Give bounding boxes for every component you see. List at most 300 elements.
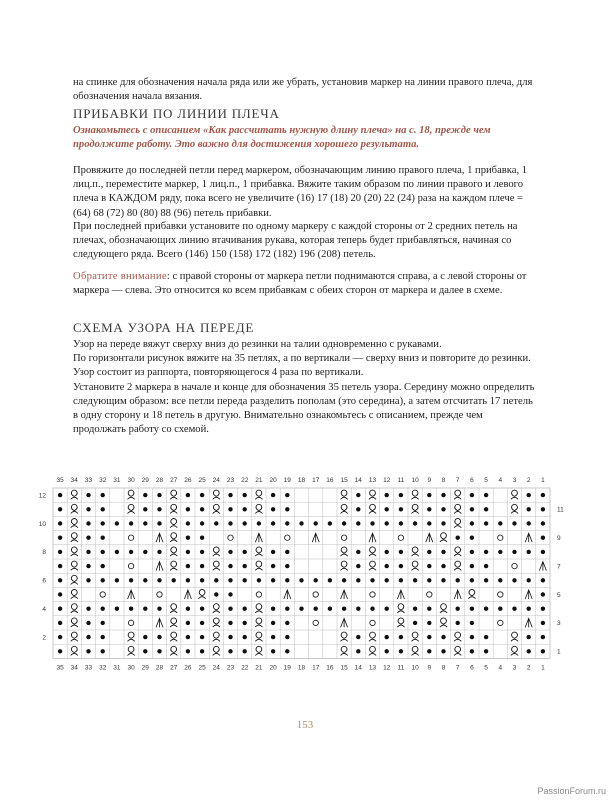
purl-stitch-symbol xyxy=(512,578,516,582)
purl-stitch-symbol xyxy=(129,578,133,582)
purl-stitch-symbol xyxy=(243,635,247,639)
purl-stitch-symbol xyxy=(157,507,161,511)
column-label-top: 19 xyxy=(283,477,291,484)
purl-stitch-symbol xyxy=(413,521,417,525)
purl-stitch-symbol xyxy=(385,578,389,582)
purl-stitch-symbol xyxy=(285,607,289,611)
purl-stitch-symbol xyxy=(399,635,403,639)
purl-stitch-symbol xyxy=(186,493,190,497)
column-label-bottom: 3 xyxy=(512,664,517,672)
purl-stitch-symbol xyxy=(285,621,289,625)
column-label-bottom: 11 xyxy=(397,664,405,672)
purl-stitch-symbol xyxy=(285,550,289,554)
column-label-top: 25 xyxy=(198,477,206,484)
column-label-bottom: 21 xyxy=(255,664,263,672)
purl-stitch-symbol xyxy=(285,649,289,653)
purl-stitch-symbol xyxy=(86,521,90,525)
purl-stitch-symbol xyxy=(243,607,247,611)
purl-stitch-symbol xyxy=(186,649,190,653)
column-label-top: 34 xyxy=(70,477,78,484)
purl-stitch-symbol xyxy=(285,493,289,497)
purl-stitch-symbol xyxy=(143,635,147,639)
purl-stitch-symbol xyxy=(356,564,360,568)
purl-stitch-symbol xyxy=(228,578,232,582)
column-label-top: 33 xyxy=(84,477,93,484)
purl-stitch-symbol xyxy=(101,621,105,625)
purl-stitch-symbol xyxy=(200,550,204,554)
purl-stitch-symbol xyxy=(370,607,374,611)
purl-stitch-symbol xyxy=(413,578,417,582)
purl-stitch-symbol xyxy=(385,493,389,497)
purl-stitch-symbol xyxy=(299,521,303,525)
purl-stitch-symbol xyxy=(484,578,488,582)
purl-stitch-symbol xyxy=(271,649,275,653)
purl-stitch-symbol xyxy=(441,493,445,497)
purl-stitch-symbol xyxy=(299,578,303,582)
column-label-bottom: 24 xyxy=(212,664,220,672)
purl-stitch-symbol xyxy=(101,536,105,540)
column-label-bottom: 17 xyxy=(312,664,320,672)
purl-stitch-symbol xyxy=(342,521,346,525)
row-label-left: 8 xyxy=(42,549,46,557)
purl-stitch-symbol xyxy=(470,635,474,639)
column-label-top: 29 xyxy=(141,477,149,484)
purl-stitch-symbol xyxy=(257,578,261,582)
purl-stitch-symbol xyxy=(186,536,190,540)
column-label-top: 1 xyxy=(541,477,545,484)
column-label-top: 18 xyxy=(297,477,306,484)
purl-stitch-symbol xyxy=(484,564,488,568)
purl-stitch-symbol xyxy=(427,564,431,568)
purl-stitch-symbol xyxy=(470,550,474,554)
purl-stitch-symbol xyxy=(228,621,232,625)
column-label-bottom: 15 xyxy=(340,664,348,672)
purl-stitch-symbol xyxy=(214,521,218,525)
purl-stitch-symbol xyxy=(441,578,445,582)
knitting-chart-svg xyxy=(30,466,578,684)
column-label-bottom: 9 xyxy=(427,664,432,672)
column-label-top: 13 xyxy=(368,477,377,484)
purl-stitch-symbol xyxy=(214,578,218,582)
purl-stitch-symbol xyxy=(285,507,289,511)
column-label-top: 15 xyxy=(340,477,348,484)
column-label-bottom: 35 xyxy=(56,664,64,672)
purl-stitch-symbol xyxy=(200,649,204,653)
column-label-top: 26 xyxy=(184,477,192,484)
column-label-bottom: 10 xyxy=(411,664,419,672)
purl-stitch-symbol xyxy=(385,649,389,653)
purl-stitch-symbol xyxy=(115,607,119,611)
purl-stitch-symbol xyxy=(498,550,502,554)
column-label-bottom: 1 xyxy=(541,664,545,672)
purl-stitch-symbol xyxy=(356,607,360,611)
purl-stitch-symbol xyxy=(129,550,133,554)
purl-stitch-symbol xyxy=(115,578,119,582)
purl-stitch-symbol xyxy=(356,578,360,582)
purl-stitch-symbol xyxy=(356,521,360,525)
purl-stitch-symbol xyxy=(143,550,147,554)
purl-stitch-symbol xyxy=(541,635,545,639)
purl-stitch-symbol xyxy=(101,521,105,525)
shoulder-note: Ознакомьтесь с описанием «Как рассчитать нужную длину плеча» на с. 18, прежде чем продолжите работу. Это важно для достижения хорошего результата. xyxy=(73,125,491,151)
column-label-top: 16 xyxy=(326,477,334,484)
purl-stitch-symbol xyxy=(200,635,204,639)
purl-stitch-symbol xyxy=(484,550,488,554)
column-label-bottom: 29 xyxy=(141,664,149,672)
column-label-top: 23 xyxy=(226,477,235,484)
purl-stitch-symbol xyxy=(484,635,488,639)
purl-stitch-symbol xyxy=(470,521,474,525)
column-label-top: 9 xyxy=(427,477,432,484)
purl-stitch-symbol xyxy=(527,607,531,611)
purl-stitch-symbol xyxy=(243,564,247,568)
purl-stitch-symbol xyxy=(58,507,62,511)
purl-stitch-symbol xyxy=(186,507,190,511)
purl-stitch-symbol xyxy=(541,536,545,540)
purl-stitch-symbol xyxy=(527,493,531,497)
purl-stitch-symbol xyxy=(427,521,431,525)
purl-stitch-symbol xyxy=(484,521,488,525)
purl-stitch-symbol xyxy=(200,521,204,525)
purl-stitch-symbol xyxy=(370,521,374,525)
purl-stitch-symbol xyxy=(200,578,204,582)
row-label-right: 1 xyxy=(557,648,561,656)
pattern-line-3: Узор состоит из раппорта, повторяющегося 4 раза по вертикали. xyxy=(73,367,364,379)
purl-stitch-symbol xyxy=(115,550,119,554)
column-label-top: 6 xyxy=(470,477,474,484)
attention-text: : с правой стороны от маркера петли поднимаются справа, а с левой стороны от маркера — слева. Это относится ко всем прибавкам с обеих сторон от маркера и далее в схеме. xyxy=(73,271,527,297)
shoulder-heading: ПРИБАВКИ ПО ЛИНИИ ПЛЕЧА xyxy=(73,106,280,121)
purl-stitch-symbol xyxy=(285,635,289,639)
column-label-top: 35 xyxy=(56,477,64,484)
purl-stitch-symbol xyxy=(399,493,403,497)
purl-stitch-symbol xyxy=(228,564,232,568)
purl-stitch-symbol xyxy=(86,493,90,497)
purl-stitch-symbol xyxy=(200,621,204,625)
purl-stitch-symbol xyxy=(86,507,90,511)
purl-stitch-symbol xyxy=(470,607,474,611)
purl-stitch-symbol xyxy=(143,493,147,497)
purl-stitch-symbol xyxy=(271,621,275,625)
purl-stitch-symbol xyxy=(456,536,460,540)
purl-stitch-symbol xyxy=(427,578,431,582)
purl-stitch-symbol xyxy=(186,550,190,554)
purl-stitch-symbol xyxy=(285,564,289,568)
column-label-top: 8 xyxy=(441,477,446,484)
purl-stitch-symbol xyxy=(441,521,445,525)
purl-stitch-symbol xyxy=(541,649,545,653)
column-label-bottom: 22 xyxy=(241,664,249,672)
column-label-bottom: 32 xyxy=(99,664,107,672)
purl-stitch-symbol xyxy=(271,564,275,568)
purl-stitch-symbol xyxy=(143,578,147,582)
purl-stitch-symbol xyxy=(143,521,147,525)
purl-stitch-symbol xyxy=(86,607,90,611)
purl-stitch-symbol xyxy=(143,649,147,653)
purl-stitch-symbol xyxy=(228,592,232,596)
purl-stitch-symbol xyxy=(129,521,133,525)
purl-stitch-symbol xyxy=(385,635,389,639)
column-label-top: 24 xyxy=(212,477,220,484)
column-label-bottom: 4 xyxy=(498,664,503,672)
purl-stitch-symbol xyxy=(228,521,232,525)
purl-stitch-symbol xyxy=(101,507,105,511)
purl-stitch-symbol xyxy=(186,607,190,611)
purl-stitch-symbol xyxy=(58,550,62,554)
pattern-heading: СХЕМА УЗОРА НА ПЕРЕДЕ xyxy=(73,320,255,335)
column-label-bottom: 30 xyxy=(127,664,135,672)
column-label-top: 12 xyxy=(383,477,391,484)
purl-stitch-symbol xyxy=(385,564,389,568)
purl-stitch-symbol xyxy=(441,507,445,511)
purl-stitch-symbol xyxy=(271,550,275,554)
purl-stitch-symbol xyxy=(470,536,474,540)
purl-stitch-symbol xyxy=(58,493,62,497)
purl-stitch-symbol xyxy=(427,621,431,625)
purl-stitch-symbol xyxy=(441,564,445,568)
attention-label: Обратите внимание xyxy=(73,271,167,282)
purl-stitch-symbol xyxy=(427,493,431,497)
column-label-bottom: 8 xyxy=(441,664,446,672)
purl-stitch-symbol xyxy=(299,607,303,611)
purl-stitch-symbol xyxy=(541,521,545,525)
row-label-left: 6 xyxy=(42,577,46,585)
purl-stitch-symbol xyxy=(58,649,62,653)
purl-stitch-symbol xyxy=(86,635,90,639)
purl-stitch-symbol xyxy=(385,521,389,525)
column-label-bottom: 18 xyxy=(297,664,306,672)
intro-paragraph: на спинке для обозначения начала ряда или же убрать, установив маркер на линии правого плеча, для обозначения начала вязания. xyxy=(73,77,533,103)
purl-stitch-symbol xyxy=(541,507,545,511)
purl-stitch-symbol xyxy=(399,550,403,554)
purl-stitch-symbol xyxy=(186,578,190,582)
purl-stitch-symbol xyxy=(271,607,275,611)
purl-stitch-symbol xyxy=(243,493,247,497)
column-label-bottom: 31 xyxy=(113,664,121,672)
watermark: PassionForum.ru xyxy=(537,786,606,796)
column-label-bottom: 20 xyxy=(269,664,277,672)
purl-stitch-symbol xyxy=(186,521,190,525)
purl-stitch-symbol xyxy=(271,507,275,511)
column-label-bottom: 25 xyxy=(198,664,206,672)
row-label-left: 2 xyxy=(42,634,46,642)
purl-stitch-symbol xyxy=(271,635,275,639)
purl-stitch-symbol xyxy=(541,550,545,554)
purl-stitch-symbol xyxy=(228,493,232,497)
purl-stitch-symbol xyxy=(129,607,133,611)
purl-stitch-symbol xyxy=(101,649,105,653)
purl-stitch-symbol xyxy=(456,578,460,582)
purl-stitch-symbol xyxy=(58,635,62,639)
column-label-bottom: 6 xyxy=(470,664,474,672)
column-label-top: 22 xyxy=(241,477,249,484)
page-number: 153 xyxy=(296,719,314,731)
purl-stitch-symbol xyxy=(541,578,545,582)
purl-stitch-symbol xyxy=(314,578,318,582)
row-label-right: 7 xyxy=(557,563,561,571)
shoulder-paragraph-1: Провяжите до последней петли перед маркером, обозначающим линию правого плеча, 1 прибавка, 1 лиц.п., переместите маркер, 1 лиц.п., 1 прибавка. Вяжите таким образом по линии правого и левого плеча в КАЖДОМ ряду, пока всего не увеличите (16) 17 (18) 20 (20) 22 (24) раза на каждом плече = (64) 68 (72) 80 (80) 88 (96) петель прибавки. xyxy=(73,165,528,219)
pattern-line-2: По горизонтали рисунок вяжите на 35 петлях, а по вертикали — сверху вниз и повторите до резинки. xyxy=(73,353,531,365)
purl-stitch-symbol xyxy=(271,578,275,582)
purl-stitch-symbol xyxy=(399,649,403,653)
column-label-bottom: 7 xyxy=(455,664,460,672)
purl-stitch-symbol xyxy=(257,521,261,525)
column-label-bottom: 27 xyxy=(170,664,178,672)
purl-stitch-symbol xyxy=(328,521,332,525)
purl-stitch-symbol xyxy=(200,564,204,568)
purl-stitch-symbol xyxy=(399,578,403,582)
column-label-bottom: 16 xyxy=(326,664,334,672)
purl-stitch-symbol xyxy=(427,635,431,639)
purl-stitch-symbol xyxy=(101,635,105,639)
pattern-line-4: Установите 2 маркера в начале и конце для обозначения 35 петель узора. Середину можно определить следующим образом: все петли переда разделить пополам (это середина), а затем отсчитать 17 петель в одну сторону и 18 петель в другую. Внимательно ознакомьтесь с описанием, прежде чем продолжать работу со схемой. xyxy=(73,381,535,436)
purl-stitch-symbol xyxy=(143,507,147,511)
column-label-bottom: 34 xyxy=(70,664,78,672)
column-label-bottom: 23 xyxy=(226,664,235,672)
purl-stitch-symbol xyxy=(86,649,90,653)
purl-stitch-symbol xyxy=(228,507,232,511)
purl-stitch-symbol xyxy=(413,607,417,611)
purl-stitch-symbol xyxy=(356,635,360,639)
purl-stitch-symbol xyxy=(470,507,474,511)
purl-stitch-symbol xyxy=(441,550,445,554)
purl-stitch-symbol xyxy=(356,507,360,511)
purl-stitch-symbol xyxy=(356,493,360,497)
purl-stitch-symbol xyxy=(484,507,488,511)
purl-stitch-symbol xyxy=(200,507,204,511)
purl-stitch-symbol xyxy=(385,550,389,554)
purl-stitch-symbol xyxy=(541,493,545,497)
row-label-left: 10 xyxy=(38,520,46,528)
purl-stitch-symbol xyxy=(441,649,445,653)
purl-stitch-symbol xyxy=(527,649,531,653)
column-label-bottom: 2 xyxy=(526,664,531,672)
column-label-top: 4 xyxy=(498,477,503,484)
row-label-left: 12 xyxy=(38,492,46,500)
purl-stitch-symbol xyxy=(157,550,161,554)
purl-stitch-symbol xyxy=(470,649,474,653)
purl-stitch-symbol xyxy=(58,621,62,625)
purl-stitch-symbol xyxy=(399,507,403,511)
purl-stitch-symbol xyxy=(228,607,232,611)
column-label-bottom: 28 xyxy=(155,664,164,672)
column-label-top: 14 xyxy=(354,477,362,484)
column-label-bottom: 14 xyxy=(354,664,362,672)
column-label-top: 3 xyxy=(512,477,517,484)
purl-stitch-symbol xyxy=(214,592,218,596)
pattern-description xyxy=(73,338,538,437)
purl-stitch-symbol xyxy=(456,621,460,625)
purl-stitch-symbol xyxy=(285,578,289,582)
purl-stitch-symbol xyxy=(470,564,474,568)
purl-stitch-symbol xyxy=(115,521,119,525)
column-label-top: 31 xyxy=(113,477,121,484)
purl-stitch-symbol xyxy=(101,493,105,497)
purl-stitch-symbol xyxy=(271,521,275,525)
purl-stitch-symbol xyxy=(58,607,62,611)
column-label-bottom: 12 xyxy=(383,664,391,672)
purl-stitch-symbol xyxy=(427,607,431,611)
purl-stitch-symbol xyxy=(243,649,247,653)
purl-stitch-symbol xyxy=(427,550,431,554)
purl-stitch-symbol xyxy=(527,578,531,582)
purl-stitch-symbol xyxy=(228,550,232,554)
purl-stitch-symbol xyxy=(427,507,431,511)
purl-stitch-symbol xyxy=(512,607,516,611)
column-label-top: 17 xyxy=(312,477,320,484)
purl-stitch-symbol xyxy=(498,607,502,611)
purl-stitch-symbol xyxy=(228,635,232,639)
purl-stitch-symbol xyxy=(314,607,318,611)
purl-stitch-symbol xyxy=(342,578,346,582)
purl-stitch-symbol xyxy=(399,521,403,525)
purl-stitch-symbol xyxy=(498,578,502,582)
purl-stitch-symbol xyxy=(527,635,531,639)
purl-stitch-symbol xyxy=(498,521,502,525)
purl-stitch-symbol xyxy=(370,578,374,582)
purl-stitch-symbol xyxy=(356,550,360,554)
column-label-top: 30 xyxy=(127,477,135,484)
purl-stitch-symbol xyxy=(143,607,147,611)
purl-stitch-symbol xyxy=(86,536,90,540)
column-label-top: 7 xyxy=(455,477,460,484)
column-label-bottom: 19 xyxy=(283,664,291,672)
purl-stitch-symbol xyxy=(484,493,488,497)
column-label-top: 5 xyxy=(484,477,488,484)
column-label-top: 2 xyxy=(526,477,531,484)
purl-stitch-symbol xyxy=(186,635,190,639)
purl-stitch-symbol xyxy=(58,521,62,525)
purl-stitch-symbol xyxy=(186,621,190,625)
purl-stitch-symbol xyxy=(314,521,318,525)
purl-stitch-symbol xyxy=(243,507,247,511)
purl-stitch-symbol xyxy=(200,493,204,497)
purl-stitch-symbol xyxy=(399,564,403,568)
purl-stitch-symbol xyxy=(86,550,90,554)
row-label-right: 5 xyxy=(557,591,561,599)
purl-stitch-symbol xyxy=(157,578,161,582)
purl-stitch-symbol xyxy=(101,607,105,611)
attention-paragraph xyxy=(73,270,538,298)
column-label-top: 28 xyxy=(155,477,164,484)
purl-stitch-symbol xyxy=(541,621,545,625)
column-label-bottom: 33 xyxy=(84,664,93,672)
purl-stitch-symbol xyxy=(342,607,346,611)
row-label-right: 11 xyxy=(557,506,564,514)
purl-stitch-symbol xyxy=(157,635,161,639)
purl-stitch-symbol xyxy=(470,493,474,497)
purl-stitch-symbol xyxy=(200,536,204,540)
column-label-top: 32 xyxy=(99,477,107,484)
purl-stitch-symbol xyxy=(356,649,360,653)
purl-stitch-symbol xyxy=(271,493,275,497)
column-label-top: 20 xyxy=(269,477,277,484)
purl-stitch-symbol xyxy=(427,649,431,653)
purl-stitch-symbol xyxy=(285,521,289,525)
purl-stitch-symbol xyxy=(186,564,190,568)
row-label-left: 4 xyxy=(42,606,46,613)
purl-stitch-symbol xyxy=(470,621,474,625)
purl-stitch-symbol xyxy=(328,607,332,611)
row-label-right: 9 xyxy=(557,535,561,542)
column-label-top: 27 xyxy=(170,477,178,484)
column-label-top: 11 xyxy=(397,477,405,484)
purl-stitch-symbol xyxy=(200,607,204,611)
purl-stitch-symbol xyxy=(86,564,90,568)
purl-stitch-symbol xyxy=(157,493,161,497)
purl-stitch-symbol xyxy=(101,564,105,568)
column-label-bottom: 5 xyxy=(484,664,488,672)
